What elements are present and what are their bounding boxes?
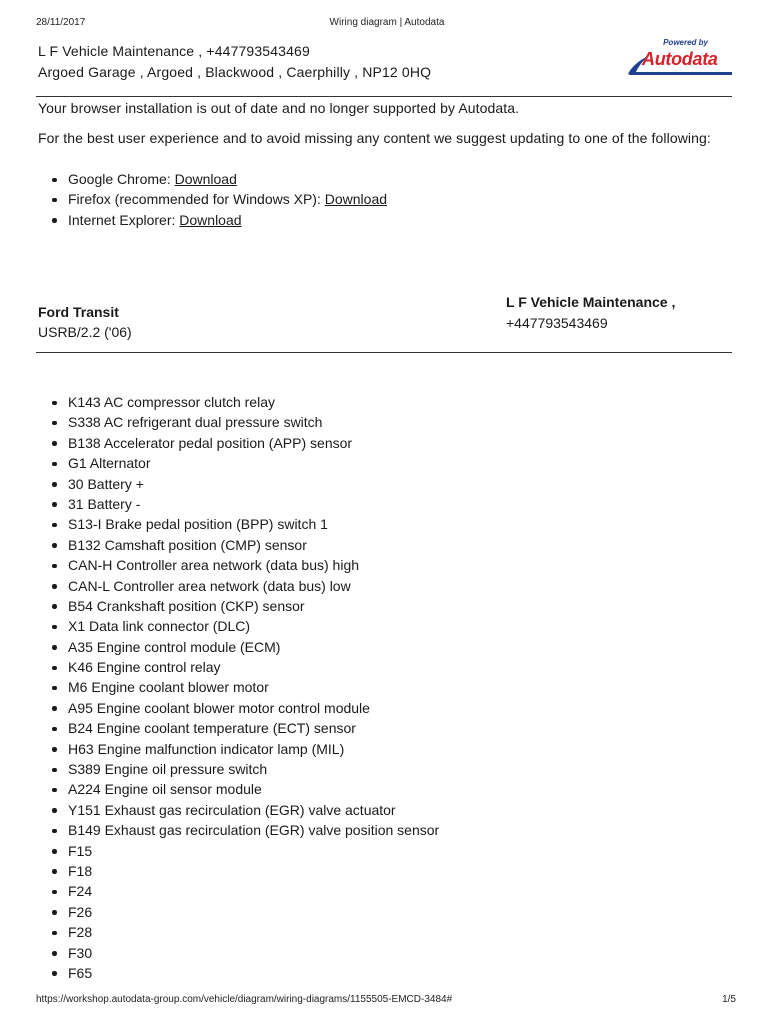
autodata-logo [626, 38, 734, 78]
list-item: B54 Crankshaft position (CKP) sensor [50, 596, 439, 616]
download-link[interactable]: Download [174, 171, 237, 187]
list-item: F30 [50, 943, 439, 963]
list-item: K143 AC compressor clutch relay [50, 392, 439, 412]
browser-item [50, 210, 387, 230]
vehicle-divider [36, 352, 732, 353]
browser-outdated-notice: Your browser installation is out of date and no longer supported by Autodata. [38, 100, 520, 116]
garage-address: Argoed Garage , Argoed , Blackwood , Caerphilly , NP12 0HQ [38, 64, 432, 80]
powered-by-text: Powered by [663, 38, 708, 47]
browser-label: Internet Explorer: [68, 211, 180, 228]
list-item: B132 Camshaft position (CMP) sensor [50, 535, 439, 555]
print-title: Wiring diagram | Autodata [329, 17, 445, 28]
header-divider [36, 96, 732, 97]
list-item: F24 [50, 881, 439, 901]
browser-list [50, 169, 387, 230]
list-item: F28 [50, 922, 439, 942]
browser-suggestion: For the best user experience and to avoid missing any content we suggest updating to one of the following: [38, 130, 711, 146]
download-link[interactable]: Download [179, 211, 242, 228]
browser-label: Firefox (recommended for Windows XP): [68, 191, 325, 208]
list-item: G1 Alternator [50, 453, 439, 473]
list-item: F26 [50, 902, 439, 922]
browser-item [50, 189, 387, 209]
list-item: M6 Engine coolant blower motor [50, 677, 439, 697]
list-item: Y151 Exhaust gas recirculation (EGR) valve actuator [50, 800, 439, 820]
autodata-brand: Autodata [642, 49, 718, 69]
list-item: CAN-H Controller area network (data bus) high [50, 555, 439, 575]
download-link[interactable]: Download [324, 191, 388, 208]
list-item: B138 Accelerator pedal position (APP) sensor [50, 433, 439, 453]
garage-name-phone: L F Vehicle Maintenance , +447793543469 [38, 43, 310, 59]
list-item: S13-I Brake pedal position (BPP) switch 1 [50, 514, 439, 534]
owner-info [506, 292, 675, 334]
vehicle-info [38, 302, 132, 342]
list-item: CAN-L Controller area network (data bus) low [50, 576, 439, 596]
garage-details [38, 41, 431, 83]
list-item: 30 Battery + [50, 474, 439, 494]
component-list [50, 392, 439, 983]
list-item: S338 AC refrigerant dual pressure switch [50, 412, 439, 432]
list-item: A224 Engine oil sensor module [50, 779, 439, 799]
list-item: B149 Exhaust gas recirculation (EGR) valve position sensor [50, 820, 439, 840]
print-header [36, 17, 738, 33]
list-item: H63 Engine malfunction indicator lamp (MIL) [50, 739, 439, 759]
vehicle-engine: USRB/2.2 ('06) [38, 324, 132, 340]
list-item: F15 [50, 841, 439, 861]
list-item: S389 Engine oil pressure switch [50, 759, 439, 779]
list-item: X1 Data link connector (DLC) [50, 616, 439, 636]
browser-item [50, 169, 387, 189]
owner-phone: +447793543469 [506, 315, 608, 331]
browser-label: Google Chrome: [68, 171, 175, 187]
vehicle-make: Ford Transit [38, 304, 119, 320]
list-item: K46 Engine control relay [50, 657, 439, 677]
list-item: A95 Engine coolant blower motor control module [50, 698, 439, 718]
page-number: 1/5 [722, 994, 736, 1005]
list-item: F65 [50, 963, 439, 983]
list-item: 31 Battery - [50, 494, 439, 514]
page-url: https://workshop.autodata-group.com/vehicle/diagram/wiring-diagrams/1155505-EMCD-3484# [36, 994, 453, 1005]
print-date: 28/11/2017 [36, 17, 86, 28]
list-item: F18 [50, 861, 439, 881]
list-item: B24 Engine coolant temperature (ECT) sensor [50, 718, 439, 738]
owner-name: L F Vehicle Maintenance , [506, 294, 676, 310]
list-item: A35 Engine control module (ECM) [50, 637, 439, 657]
